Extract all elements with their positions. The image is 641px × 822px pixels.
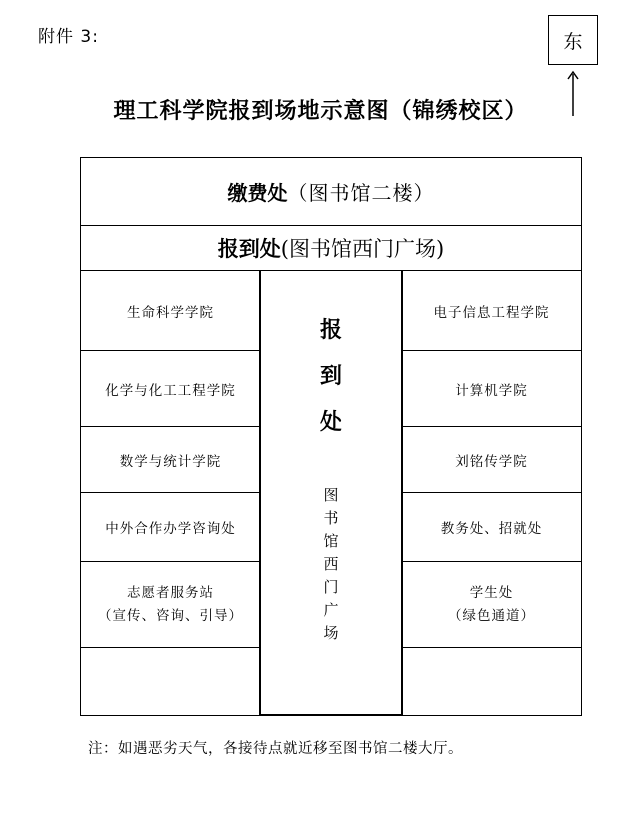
- weather-note: 注：如遇恶劣天气，各接待点就近移至图书馆二楼大厅。: [88, 741, 463, 757]
- station-label: 生命科学学院: [127, 304, 214, 321]
- station-label: 电子信息工程学院: [433, 304, 550, 321]
- right-station-4: [401, 492, 582, 562]
- left-station-3: [80, 426, 261, 493]
- station-label: 计算机学院: [455, 382, 528, 399]
- right-station-3: [401, 426, 582, 493]
- vertical-char: 报: [319, 318, 342, 343]
- left-station-2: [80, 350, 261, 427]
- vertical-char: 书: [323, 509, 339, 527]
- page-title: 理工科学院报到场地示意图（锦绣校区）: [113, 99, 528, 124]
- station-label: 学生处: [469, 584, 514, 601]
- right-station-1: [401, 270, 582, 351]
- left-station-4: [80, 492, 261, 562]
- vertical-char: 西: [323, 555, 339, 573]
- right-station-5: [401, 561, 582, 648]
- payment-office-label: 缴费处: [227, 181, 288, 205]
- station-label: 化学与化工工程学院: [105, 382, 236, 399]
- registration-location: (图书馆西门广场): [280, 237, 445, 261]
- station-label: 志愿者服务站: [127, 584, 214, 601]
- left-station-5: [80, 561, 261, 648]
- vertical-char: 门: [323, 578, 339, 596]
- center-registration-label: [259, 308, 403, 446]
- left-station-1: [80, 270, 261, 351]
- right-station-2: [401, 350, 582, 427]
- vertical-char: 馆: [323, 532, 339, 550]
- station-label: 教务处、招就处: [440, 521, 543, 537]
- payment-office-location: （图书馆二楼）: [287, 181, 435, 205]
- vertical-char: 广: [323, 601, 339, 619]
- station-sublabel: （宣传、咨询、引导）: [98, 607, 243, 624]
- station-label: 刘铭传学院: [455, 453, 528, 470]
- station-label: 数学与统计学院: [119, 453, 222, 470]
- direction-east-box: 东: [548, 15, 598, 65]
- payment-office: [80, 157, 582, 226]
- right-station-empty: [401, 647, 582, 716]
- vertical-char: 处: [319, 410, 342, 435]
- registration-label: 报到处: [217, 237, 281, 261]
- vertical-char: 图: [323, 486, 339, 504]
- attachment-label: 附件 3:: [38, 27, 99, 47]
- station-label: 中外合作办学咨询处: [105, 521, 236, 537]
- station-sublabel: （绿色通道）: [448, 607, 535, 624]
- vertical-char: 到: [319, 364, 342, 389]
- left-station-empty: [80, 647, 261, 716]
- vertical-char: 场: [323, 624, 339, 642]
- center-registration-location: [259, 484, 403, 645]
- registration-office-bar: [80, 225, 582, 271]
